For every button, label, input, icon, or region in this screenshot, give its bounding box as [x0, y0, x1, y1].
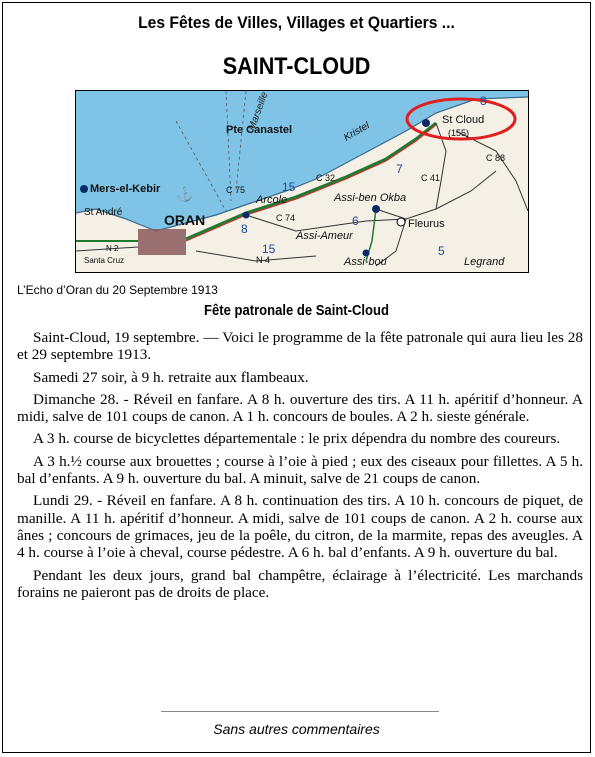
map-road-7: 7	[396, 162, 403, 176]
map-label-pte-canastel: Pte Canastel	[226, 124, 293, 136]
map-road-n2: N 2	[106, 244, 119, 253]
map-label-legrand: Legrand	[464, 256, 505, 268]
article-paragraph: Lundi 29. - Réveil en fanfare. A 8 h. continuation des tirs. A 10 h. concours de piquet, de manille. A 11 h. apéritif d’honneur. A midi, salve de 101 coups de canon. A 2 h. course aux ânes ; concours de grimaces, jeu de la poêle, du citron, de la marmite, repas des aveugles. A 4 h. course à l’oie à cheval, course pédestre. A 6 h. bal d’enfants. A 9 h. ouverture du bal.	[17, 492, 583, 562]
map-road-c74: C 74	[276, 213, 296, 223]
map-road-c75: C 75	[226, 185, 246, 195]
map-oran-city	[138, 229, 186, 255]
page-frame	[2, 2, 591, 753]
town-title: SAINT-CLOUD	[222, 53, 371, 80]
map-label-elevation: (155)	[448, 128, 470, 138]
article-paragraph: Pendant les deux jours, grand bal champêtre, éclairage à l’électricité. Les marchands forains ne paieront pas de droits de place.	[17, 566, 583, 601]
series-title: Les Fêtes de Villes, Villages et Quartiers ...	[138, 13, 455, 32]
map-label-arcole: Arcole	[256, 194, 288, 206]
article-paragraph: Saint-Cloud, 19 septembre. — Voici le programme de la fête patronale qui aura lieu les 28 et 29 septembre 1913.	[17, 329, 583, 364]
svg-text:⚓: ⚓	[176, 186, 194, 202]
map-road-c88: C 88	[486, 153, 506, 163]
map-label-st-cloud: St Cloud	[442, 114, 485, 126]
map-road-15a: 15	[282, 180, 296, 194]
map-label-oran: ORAN	[164, 212, 206, 228]
map-label-assi-ameur: Assi-Ameur	[296, 230, 353, 242]
article-paragraph: Samedi 27 soir, à 9 h. retraite aux flambeaux.	[33, 368, 309, 386]
map-label-kristel: Kristel	[342, 120, 372, 144]
map-road-c32: C 32	[316, 173, 336, 183]
map-label-fleurus: Fleurus	[408, 218, 445, 230]
map-road-6: 6	[352, 214, 359, 228]
article-title: Fête patronale de Saint-Cloud	[204, 303, 389, 319]
article-paragraph: A 3 h.½ course aux brouettes ; course à l’oie à pied ; eux des ciseaux pour fillettes. A 5 h. bal d’enfants. A 9 h. ouverture du bal. A minuit, salve de 21 coups de canon.	[17, 452, 583, 488]
map-sea	[76, 91, 528, 231]
map-road-n4: N 4	[256, 255, 271, 265]
map-label-st-andre: St André	[84, 207, 123, 218]
source-caption: L’Echo d’Oran du 20 Septembre 1913	[17, 283, 218, 297]
article-paragraph: Dimanche 28. - Réveil en fanfare. A 8 h. ouverture des tirs. A 11 h. apéritif d’honneur. A midi, salve de 101 coups de canon. A 1 h. concours de boules. A 2 h. sieste générale.	[17, 390, 583, 426]
map-road-8b: 8	[480, 94, 487, 108]
map-road-5: 5	[438, 244, 445, 258]
map-label-marseille: Marseille	[246, 91, 271, 133]
article-paragraph: A 3 h. course de bicyclettes départementale : le prix dépendra du nombre des coureurs.	[33, 430, 561, 448]
area-map	[75, 90, 529, 273]
map-label-santa-cruz: Santa Cruz	[84, 256, 125, 265]
map-road-15b: 15	[262, 242, 276, 256]
map-label-mers-el-kebir: Mers-el-Kebir	[90, 183, 161, 195]
map-road-c41: C 41	[421, 173, 441, 183]
article-body	[17, 329, 583, 606]
map-graphic	[76, 91, 528, 272]
map-label-assi-ben-okba: Assi-ben Okba	[334, 192, 407, 204]
closing-note: Sans autres commentaires	[213, 721, 380, 737]
map-label-assi-bou: Assi-bou	[344, 256, 387, 268]
divider	[161, 711, 439, 712]
map-road-8a: 8	[241, 222, 248, 236]
